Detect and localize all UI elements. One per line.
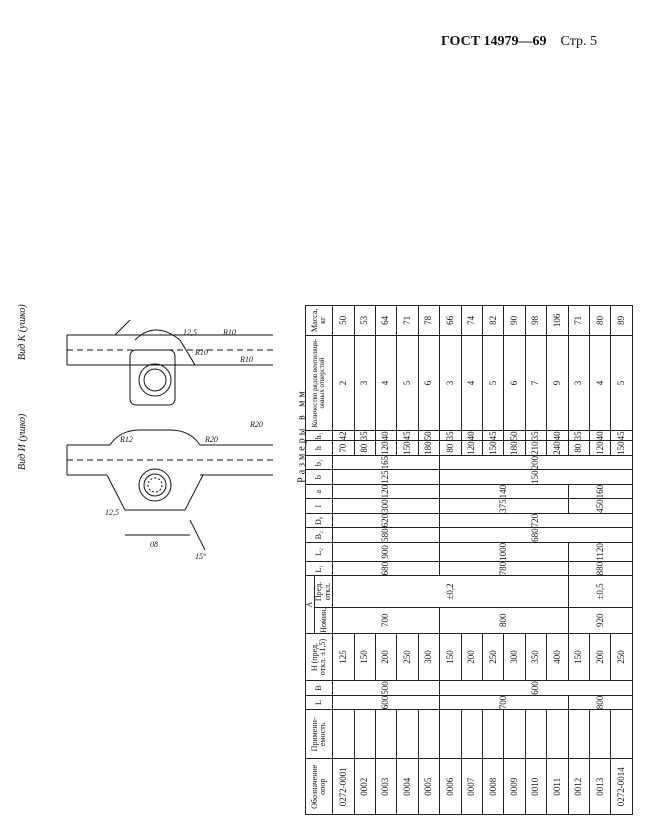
cell-a: 120 <box>333 484 440 499</box>
cell-A-nom: 700 <box>333 607 440 633</box>
header-D0: D₀ <box>306 513 333 528</box>
cell-h: 80 <box>354 441 375 456</box>
cell-L1: 680 <box>333 561 440 576</box>
header-h: h <box>306 441 333 456</box>
header-h1: h₁ <box>306 431 333 441</box>
cell-h1: 35 <box>525 431 546 441</box>
cell-mass: 106 <box>547 306 568 336</box>
cell-A-tol: ±0,5 <box>568 576 632 607</box>
cell-h1: 40 <box>547 431 568 441</box>
header-holes: Количество рядов вентиляци- онных отверстий <box>306 335 333 431</box>
header-B2: B₂ <box>306 528 333 543</box>
dim-r20b: R20 <box>250 420 263 429</box>
cell-mass: 50 <box>333 306 354 336</box>
cell-mass: 98 <box>525 306 546 336</box>
cell-h1: 40 <box>461 431 482 441</box>
table-row <box>440 306 461 815</box>
cell-holes: 4 <box>461 335 482 431</box>
dim-r20: R20 <box>205 435 218 444</box>
dimensions-table <box>305 305 633 815</box>
cell-H: 250 <box>611 633 633 680</box>
header-L: L <box>306 695 333 710</box>
cell-designation: 0004 <box>397 759 418 815</box>
cell-designation: 0003 <box>375 759 396 815</box>
cell-h: 150 <box>611 441 633 456</box>
cell-H: 150 <box>354 633 375 680</box>
cell-H: 200 <box>590 633 611 680</box>
cell-designation: 0272-0001 <box>333 759 354 815</box>
header-applicability: Примени- емость <box>306 710 333 759</box>
cell-mass: 66 <box>440 306 461 336</box>
support-drawing <box>17 304 290 570</box>
cell-B2: 680 <box>440 528 633 543</box>
cell-H: 150 <box>568 633 589 680</box>
dim-d12-5: 12,5 <box>105 508 119 517</box>
cell-applicability <box>461 710 482 759</box>
header-L2: L₂ <box>306 542 333 561</box>
cell-A-tol: ±0,2 <box>333 576 568 607</box>
cell-H: 125 <box>333 633 354 680</box>
cell-holes: 7 <box>525 335 546 431</box>
cell-designation: 0007 <box>461 759 482 815</box>
dim-r10a: R10 <box>195 348 208 357</box>
cell-h: 150 <box>397 441 418 456</box>
cell-B: 600 <box>440 681 633 696</box>
cell-designation: 0008 <box>483 759 504 815</box>
cell-h1: 45 <box>397 431 418 441</box>
cell-h: 150 <box>483 441 504 456</box>
cell-L2: 900 <box>333 542 440 561</box>
cell-l: 450 <box>568 499 632 514</box>
cell-b1: 200 <box>440 455 633 470</box>
cell-applicability <box>568 710 589 759</box>
cell-h1: 40 <box>375 431 396 441</box>
cell-holes: 2 <box>333 335 354 431</box>
cell-h1: 35 <box>440 431 461 441</box>
cell-l: 375 <box>440 499 568 514</box>
header-mass: Масса, кг <box>306 306 333 336</box>
header-A-nom: Номин. <box>315 607 333 633</box>
cell-b1: 165 <box>333 455 440 470</box>
cell-H: 300 <box>418 633 439 680</box>
cell-H: 400 <box>547 633 568 680</box>
dimensions-table-container <box>305 305 633 815</box>
header-b1: b₁ <box>306 455 333 470</box>
page-number: Стр. 5 <box>560 34 597 49</box>
cell-h1: 50 <box>418 431 439 441</box>
cell-mass: 71 <box>568 306 589 336</box>
section-title <box>292 330 306 550</box>
cell-H: 200 <box>375 633 396 680</box>
cell-designation: 0013 <box>590 759 611 815</box>
cell-L1: 880 <box>568 561 632 576</box>
cell-h: 80 <box>568 441 589 456</box>
dim-len08: 08 <box>150 540 158 549</box>
cell-h1: 35 <box>354 431 375 441</box>
cell-designation: 0009 <box>504 759 525 815</box>
cell-h: 180 <box>418 441 439 456</box>
cell-a: 160 <box>568 484 632 499</box>
cell-holes: 3 <box>568 335 589 431</box>
header-designation: Обозначение опор <box>306 759 333 815</box>
cell-applicability <box>333 710 354 759</box>
cell-designation: 0272-0014 <box>611 759 633 815</box>
cell-designation: 0012 <box>568 759 589 815</box>
cell-h: 210 <box>525 441 546 456</box>
section-title-text: Размеры в мм <box>296 388 308 483</box>
cell-mass: 78 <box>418 306 439 336</box>
cell-designation: 0011 <box>547 759 568 815</box>
cell-applicability <box>525 710 546 759</box>
cell-applicability <box>547 710 568 759</box>
cell-applicability <box>590 710 611 759</box>
view-i-label: Вид И (ушко) <box>17 413 28 470</box>
cell-holes: 4 <box>590 335 611 431</box>
cell-L2: 1120 <box>568 542 632 561</box>
cell-mass: 80 <box>590 306 611 336</box>
cell-holes: 6 <box>418 335 439 431</box>
table-row <box>568 306 589 815</box>
cell-holes: 5 <box>397 335 418 431</box>
cell-applicability <box>611 710 633 759</box>
header-a: a <box>306 484 333 499</box>
header-H: H (пред. откл. ±1,5) <box>306 633 333 680</box>
cell-H: 150 <box>440 633 461 680</box>
cell-L: 600 <box>333 695 440 710</box>
cell-applicability <box>397 710 418 759</box>
cell-designation: 0002 <box>354 759 375 815</box>
dim-d12-5b: 12,5 <box>183 328 197 337</box>
header-B: B <box>306 681 333 696</box>
cell-b: 125 <box>333 470 440 485</box>
dim-r12: R12 <box>120 435 133 444</box>
cell-h: 120 <box>461 441 482 456</box>
header-A-tol: Пред. откл. <box>315 576 333 607</box>
cell-H: 250 <box>397 633 418 680</box>
cell-L: 700 <box>440 695 568 710</box>
cell-L2: 1000 <box>440 542 568 561</box>
cell-h: 120 <box>375 441 396 456</box>
view-k-label: Вид К (ушко) <box>17 304 28 360</box>
page-header <box>441 34 597 50</box>
cell-mass: 71 <box>397 306 418 336</box>
cell-mass: 74 <box>461 306 482 336</box>
cell-l: 300 <box>333 499 440 514</box>
cell-D0: 720 <box>440 513 633 528</box>
cell-h: 240 <box>547 441 568 456</box>
cell-applicability <box>354 710 375 759</box>
header-l: l <box>306 499 333 514</box>
cell-holes: 6 <box>504 335 525 431</box>
cell-holes: 3 <box>440 335 461 431</box>
cell-h1: 45 <box>483 431 504 441</box>
dim-ang15: 15° <box>195 552 207 561</box>
cell-L1: 780 <box>440 561 568 576</box>
cell-H: 350 <box>525 633 546 680</box>
cell-mass: 82 <box>483 306 504 336</box>
cell-h1: 42 <box>333 431 354 441</box>
cell-H: 250 <box>483 633 504 680</box>
cell-mass: 89 <box>611 306 633 336</box>
support-drawing-svg <box>45 320 290 570</box>
cell-holes: 9 <box>547 335 568 431</box>
cell-mass: 53 <box>354 306 375 336</box>
cell-h: 180 <box>504 441 525 456</box>
cell-mass: 64 <box>375 306 396 336</box>
cell-B2: 580 <box>333 528 440 543</box>
cell-H: 300 <box>504 633 525 680</box>
cell-H: 200 <box>461 633 482 680</box>
cell-h1: 45 <box>611 431 633 441</box>
cell-h: 80 <box>440 441 461 456</box>
cell-designation: 0006 <box>440 759 461 815</box>
header-L1: L₁ <box>306 561 333 576</box>
cell-designation: 0005 <box>418 759 439 815</box>
header-A: A <box>306 576 315 633</box>
standard-number: ГОСТ 14979—69 <box>440 34 547 49</box>
cell-h1: 35 <box>568 431 589 441</box>
cell-h1: 50 <box>504 431 525 441</box>
cell-holes: 5 <box>611 335 633 431</box>
cell-holes: 4 <box>375 335 396 431</box>
cell-a: 140 <box>440 484 568 499</box>
dim-r10c: R10 <box>240 355 253 364</box>
cell-b: 150 <box>440 470 633 485</box>
cell-holes: 5 <box>483 335 504 431</box>
cell-B: 500 <box>333 681 440 696</box>
header-b: b <box>306 470 333 485</box>
cell-designation: 0010 <box>525 759 546 815</box>
cell-applicability <box>418 710 439 759</box>
table-row <box>333 306 354 815</box>
cell-D0: 620 <box>333 513 440 528</box>
cell-h: 120 <box>590 441 611 456</box>
cell-holes: 3 <box>354 335 375 431</box>
cell-applicability <box>440 710 461 759</box>
cell-A-nom: 920 <box>568 607 632 633</box>
cell-L: 800 <box>568 695 632 710</box>
dim-r10b: R10 <box>223 328 236 337</box>
cell-applicability <box>375 710 396 759</box>
cell-mass: 90 <box>504 306 525 336</box>
cell-applicability <box>504 710 525 759</box>
cell-applicability <box>483 710 504 759</box>
cell-h1: 40 <box>590 431 611 441</box>
cell-h: 70 <box>333 441 354 456</box>
cell-A-nom: 800 <box>440 607 568 633</box>
